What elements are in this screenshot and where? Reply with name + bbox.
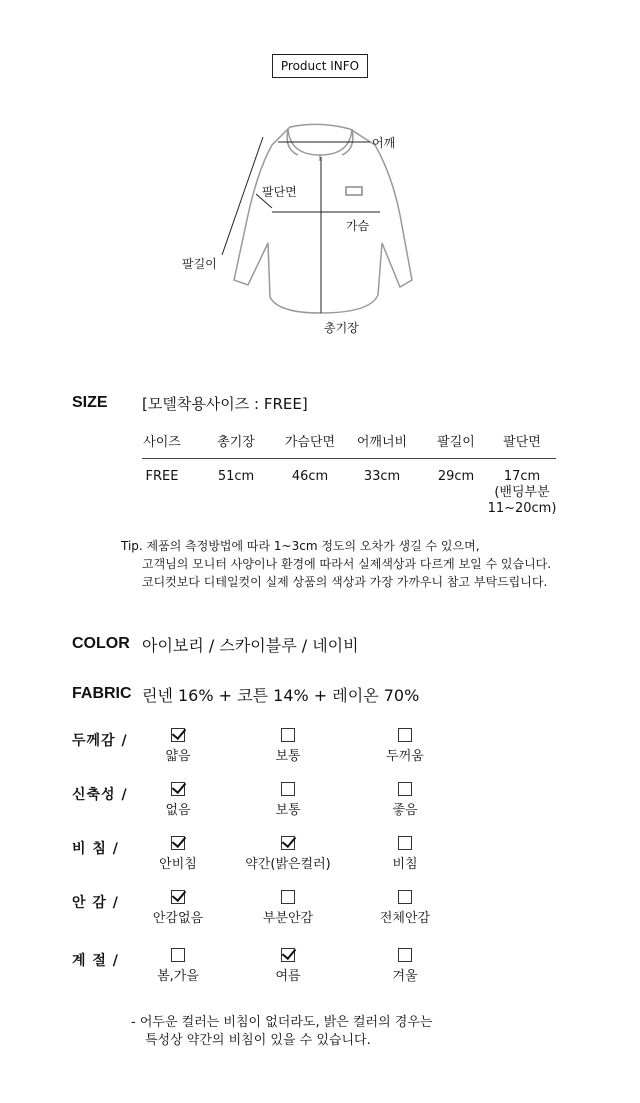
color-value: 아이보리 / 스카이블루 / 네이비: [142, 636, 359, 655]
size-cell: FREE: [145, 469, 179, 484]
checkbox-icon[interactable]: [171, 948, 185, 962]
size-title: SIZE: [72, 394, 108, 411]
feature-label: 두께감 /: [72, 733, 128, 749]
size-col-header: 가슴단면: [284, 435, 336, 450]
feature-option[interactable]: [128, 836, 228, 872]
feature-option-label: 얇음: [165, 749, 191, 764]
feature-option-label: 봄,가을: [157, 969, 199, 984]
feature-label: 안 감 /: [72, 895, 119, 911]
size-col-header: 총기장: [217, 435, 255, 450]
garment-diagram: [170, 115, 430, 345]
sleeve-value: 17cm: [503, 469, 541, 484]
footer-note: [131, 1014, 432, 1050]
feature-option-label: 보통: [275, 803, 301, 818]
checkbox-icon[interactable]: [281, 782, 295, 796]
feature-label: 비 침 /: [72, 841, 119, 857]
feature-checklist: [0, 728, 640, 1008]
product-info-badge: Product INFO: [272, 54, 368, 78]
feature-option[interactable]: [238, 728, 338, 764]
checked-checkbox-icon[interactable]: [281, 948, 295, 962]
tip-line: Tip. 제품의 측정방법에 따라 1~3cm 정도의 오차가 생길 수 있으며,: [121, 539, 480, 553]
feature-option-label: 약간(밝은컬러): [245, 857, 331, 872]
checked-checkbox-icon[interactable]: [171, 782, 185, 796]
feature-option[interactable]: [128, 890, 228, 926]
note-line: - 어두운 컬러는 비침이 없더라도, 밝은 컬러의 경우는: [131, 1015, 433, 1030]
checked-checkbox-icon[interactable]: [171, 836, 185, 850]
feature-option[interactable]: [128, 728, 228, 764]
feature-option-label: 없음: [165, 803, 191, 818]
feature-option[interactable]: [355, 836, 455, 872]
note-line: 특성상 약간의 비침이 있을 수 있습니다.: [145, 1033, 371, 1048]
feature-option-label: 부분안감: [262, 911, 314, 926]
checked-checkbox-icon[interactable]: [281, 836, 295, 850]
checkbox-icon[interactable]: [398, 948, 412, 962]
feature-option-label: 여름: [275, 969, 301, 984]
feature-option-label: 비침: [392, 857, 418, 872]
feature-option[interactable]: [238, 782, 338, 818]
sleeve-end-label: 팔단면: [262, 185, 297, 199]
feature-option[interactable]: [355, 948, 455, 984]
size-cell: 33cm: [363, 469, 401, 484]
feature-option[interactable]: [238, 948, 338, 984]
feature-option-label: 안비침: [159, 857, 197, 872]
fabric-value: 린넨 16% + 코튼 14% + 레이온 70%: [142, 686, 420, 705]
checkbox-icon[interactable]: [281, 890, 295, 904]
size-cell: 51cm: [217, 469, 255, 484]
sleeve-note: 11~20cm): [487, 501, 557, 516]
tip-line: 고객님의 모니터 사양이나 환경에 따라서 실제색상과 다르게 보일 수 있습니다.: [142, 557, 552, 571]
size-col-header: 팔단면: [503, 435, 541, 450]
color-title: COLOR: [72, 635, 130, 652]
total-length-label: 총기장: [324, 321, 359, 335]
checkbox-icon[interactable]: [398, 728, 412, 742]
tip-line: 코디컷보다 디테일컷이 실제 상품의 색상과 가장 가까우니 참고 부탁드립니다.: [142, 575, 548, 589]
checkbox-icon[interactable]: [398, 890, 412, 904]
feature-option-label: 좋음: [392, 803, 418, 818]
checkbox-icon[interactable]: [398, 836, 412, 850]
size-cell: [484, 469, 560, 517]
size-col-header: 어깨너비: [356, 435, 408, 450]
shoulder-label: 어깨: [372, 136, 396, 150]
feature-option[interactable]: [128, 948, 228, 984]
feature-option[interactable]: [238, 890, 338, 926]
feature-option-label: 보통: [275, 749, 301, 764]
feature-option[interactable]: [128, 782, 228, 818]
feature-option-label: 겨울: [392, 969, 418, 984]
size-col-header: 사이즈: [143, 435, 181, 450]
feature-option[interactable]: [238, 836, 338, 872]
feature-option-label: 전체안감: [379, 911, 431, 926]
feature-label: 신축성 /: [72, 787, 128, 803]
feature-option-label: 두꺼움: [386, 749, 424, 764]
checked-checkbox-icon[interactable]: [171, 728, 185, 742]
fabric-title: FABRIC: [72, 685, 132, 702]
feature-label: 계 절 /: [72, 953, 119, 969]
sleeve-note: (밴딩부분: [494, 485, 550, 500]
model-size-note: [모델착용사이즈 : FREE]: [142, 395, 308, 413]
feature-option[interactable]: [355, 782, 455, 818]
size-col-header: 팔길이: [437, 435, 475, 450]
size-cell: 46cm: [291, 469, 329, 484]
feature-option-label: 안감없음: [152, 911, 204, 926]
checked-checkbox-icon[interactable]: [171, 890, 185, 904]
chest-label: 가슴: [346, 219, 370, 233]
checkbox-icon[interactable]: [281, 728, 295, 742]
sleeve-length-label: 팔길이: [182, 257, 217, 271]
size-table-rule: [142, 458, 556, 459]
feature-option[interactable]: [355, 890, 455, 926]
measurement-tip: [121, 537, 551, 591]
size-cell: 29cm: [437, 469, 475, 484]
feature-option[interactable]: [355, 728, 455, 764]
checkbox-icon[interactable]: [398, 782, 412, 796]
